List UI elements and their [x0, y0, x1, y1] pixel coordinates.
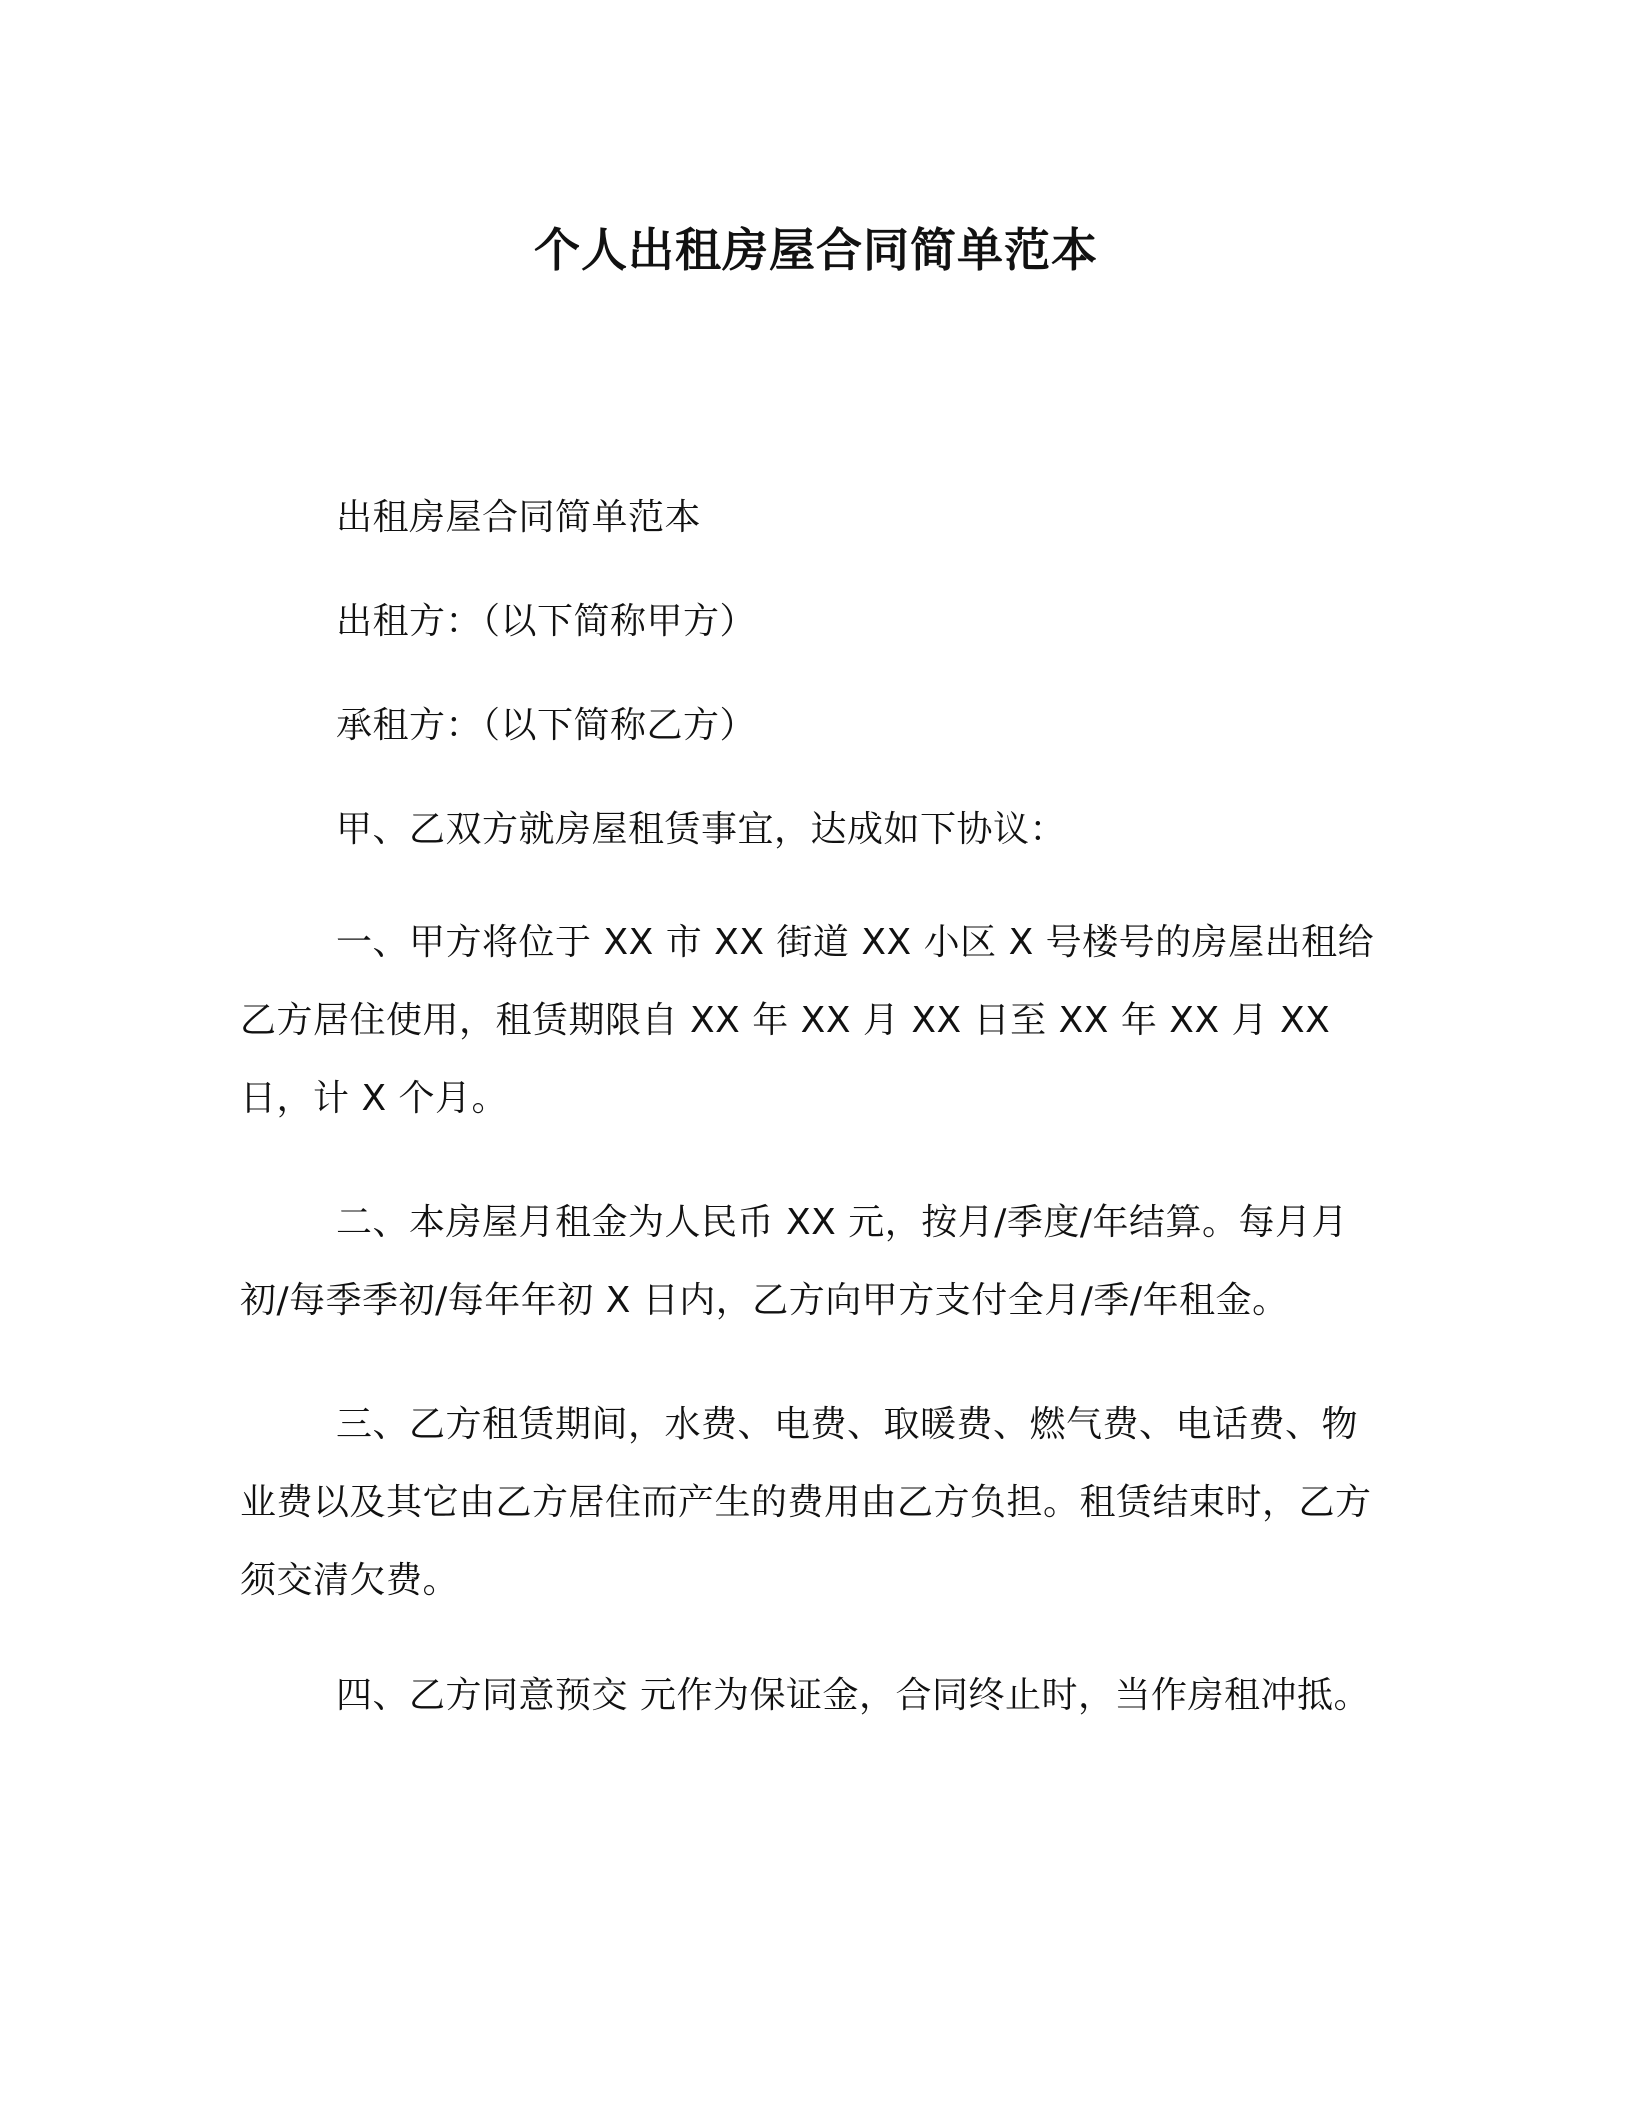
paragraph-lessor: 出租方：（以下简称甲方）	[336, 601, 757, 642]
paragraph-lessee: 承租方：（以下简称乙方）	[336, 705, 757, 746]
paragraph-subtitle: 出租房屋合同简单范本	[336, 497, 702, 538]
paragraph-clause-3: 三、乙方租赁期间，水费、电费、取暖费、燃气费、电话费、物业费以及其它由乙方居住而产生的费用由乙方负担。租赁结束时，乙方须交清欠费。	[240, 1404, 1372, 1601]
paragraph-agreement-intro: 甲、乙双方就房屋租赁事宜，达成如下协议：	[336, 809, 1067, 850]
paragraph-clause-2: 二、本房屋月租金为人民币 XX 元，按月/季度/年结算。每月月初/每季季初/每年年初 X 日内，乙方向甲方支付全月/季/年租金。	[240, 1202, 1348, 1321]
document-body	[240, 488, 1390, 1770]
document-title: 个人出租房屋合同简单范本	[534, 223, 1098, 277]
paragraph-clause-4: 四、乙方同意预交 元作为保证金，合同终止时，当作房租冲抵。	[336, 1675, 1370, 1716]
paragraph-clause-1: 一、甲方将位于 XX 市 XX 街道 XX 小区 X 号楼号的房屋出租给乙方居住使用，租赁期限自 XX 年 XX 月 XX 日至 XX 年 XX 月 XX 日，计 X 个月。	[240, 922, 1375, 1119]
